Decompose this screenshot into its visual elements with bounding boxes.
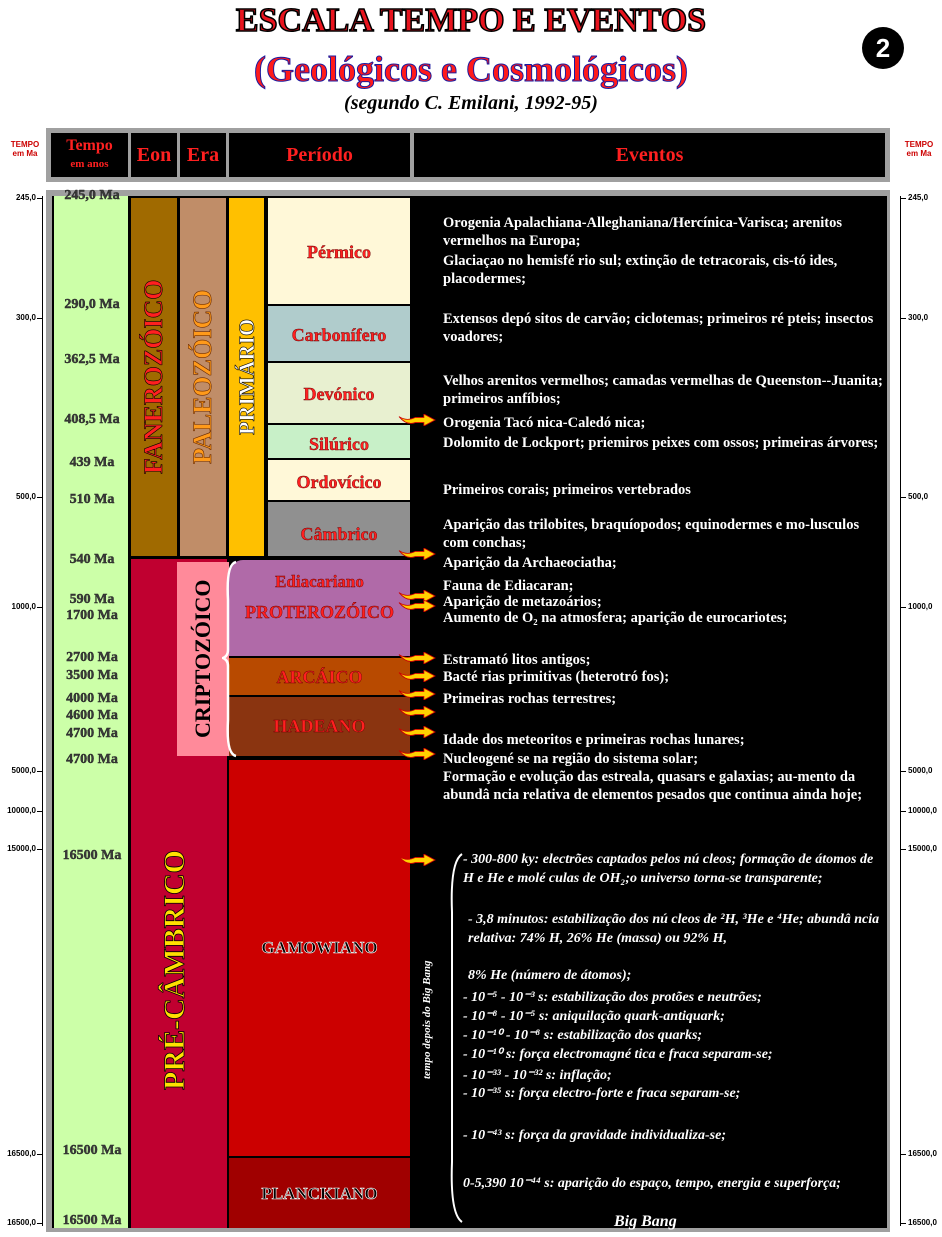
right-arrow-icon [395, 548, 439, 560]
scale-tick-label: 5000,0 [908, 766, 933, 775]
bigbang-bracket [448, 852, 464, 1224]
scale-tick [900, 1223, 906, 1224]
scale-tick [37, 811, 43, 812]
scale-tick [37, 771, 43, 772]
bigbang-event-text: - 10⁻⁴³ s: força da gravidade individualiza-se; [463, 1128, 726, 1143]
right-scale-label: TEMPO em Ma [904, 140, 934, 158]
scale-tick [900, 497, 906, 498]
header-eon: Eon [131, 133, 177, 177]
date-label: 3500 Ma [66, 668, 118, 683]
scale-tick [900, 198, 906, 199]
event-text: Extensos depó sitos de carvão; ciclotemas; primeiros ré pteis; insectos voadores; [443, 311, 874, 345]
date-label: 540 Ma [69, 552, 115, 567]
left-scale-axis [42, 196, 43, 1226]
header-tempo-label: Tempo [66, 137, 113, 154]
scale-tick-label: 500,0 [908, 492, 929, 501]
date-label: 4700 Ma [66, 752, 118, 767]
scale-tick-label: 5000,0 [11, 766, 36, 775]
page-number-badge: 2 [862, 27, 904, 69]
header-tempo [51, 133, 128, 177]
date-label: 16500 Ma [62, 1143, 122, 1158]
bigbang-label: Big Bang [614, 1213, 677, 1230]
dashed-divider [264, 198, 267, 556]
event-text: Aparição da Archaeociatha; [443, 555, 617, 571]
scale-tick [37, 198, 43, 199]
date-label: 510 Ma [69, 492, 115, 507]
scale-tick-label: 300,0 [15, 313, 36, 322]
bigbang-event-text: - 10⁻³⁵ s: força electro-forte e fraca separam-se; [463, 1086, 741, 1101]
date-label: 16500 Ma [62, 848, 122, 863]
period-gamowiano-label: GAMOWIANO [261, 938, 378, 957]
scale-tick [900, 1154, 906, 1155]
event-text: Aparição das trilobites, braquíopodos; equinodermes e mo-lusculos com conchas; [443, 517, 860, 551]
right-arrow-icon [395, 854, 439, 866]
date-label: 4600 Ma [66, 708, 118, 723]
period-hadeano-label: HADEANO [273, 716, 366, 736]
event-text: Orogenia Tacó nica-Caledó nica; [443, 415, 646, 431]
eon-precambrico-label: PRÉ-CÂMBRICO [158, 850, 191, 1090]
event-text: Dolomito de Lockport; priemiros peixes com ossos; primeiras árvores; [443, 435, 879, 451]
right-arrow-icon [395, 706, 439, 718]
period-planckiano-label: PLANCKIANO [261, 1184, 378, 1203]
header-periodo: Período [229, 133, 410, 177]
scale-tick [900, 318, 906, 319]
scale-tick [900, 849, 906, 850]
event-text: Estramató litos antigos; [443, 652, 591, 668]
scale-tick-label: 300,0 [908, 313, 929, 322]
header-eventos: Eventos [414, 133, 885, 177]
event-text: Nucleogené se na região do sistema solar; [443, 751, 699, 767]
bigbang-event-text: - 10⁻⁵ - 10⁻³ s: estabilização dos protões e neutrões; [463, 990, 762, 1005]
era-paleozoico-label: PALEOZÓICO [188, 289, 217, 465]
left-scale-label: TEMPO em Ma [10, 140, 40, 158]
scale-tick-label: 245,0 [908, 193, 929, 202]
period-cambrico-label: Câmbrico [300, 524, 378, 544]
brace-icon [222, 560, 238, 758]
eon-fanerozoico-label: FANEROZÓICO [139, 279, 168, 475]
main-title: ESCALA TEMPO E EVENTOS [235, 2, 707, 39]
period-proterozoico-label: PROTEROZÓICO [244, 602, 395, 622]
right-arrow-icon [395, 600, 439, 612]
right-arrow-icon [395, 748, 439, 760]
event-text: Primeiras rochas terrestres; [443, 691, 617, 707]
bigbang-event-text: - 10⁻¹⁰ s: força electromagné tica e fraca separam-se; [463, 1047, 773, 1062]
period-permico-label: Pérmico [307, 242, 371, 262]
bigbang-event-text: 8% He (número de átomos); [468, 968, 632, 983]
period-carbonifero-label: Carbonífero [291, 325, 387, 345]
scale-tick-label: 16500,0 [908, 1218, 937, 1227]
header-tempo-sub: em anos [70, 158, 109, 170]
header-era: Era [180, 133, 226, 177]
event-text: Primeiros corais; primeiros vertebrados [443, 482, 691, 498]
date-label: 362,5 Ma [64, 352, 120, 367]
event-text: Glaciaçao no hemisfé rio sul; extinção de tetracorais, cis-tó ides, placodermes; [443, 253, 838, 287]
right-arrow-icon [395, 414, 439, 426]
bigbang-vertical-label: tempo depois do Big Bang [421, 960, 433, 1080]
event-text: Idade dos meteoritos e primeiras rochas lunares; [443, 732, 745, 748]
date-label: 4000 Ma [66, 691, 118, 706]
right-arrow-icon [395, 652, 439, 664]
bigbang-event-text: - 10⁻⁸ - 10⁻⁵ s: aniquilação quark-antiquark; [463, 1009, 725, 1024]
scale-tick-label: 10000,0 [908, 806, 937, 815]
scale-tick-label: 15000,0 [908, 844, 937, 853]
right-arrow-icon [395, 670, 439, 682]
right-scale-axis [900, 196, 901, 1226]
bigbang-event-text: - 300-800 ky: electrões captados pelos nú cleos; formação de átomos de H e He e molé culas de OH₂;o universo torna-se transparente; [463, 852, 874, 886]
event-text: Fauna de Ediacaran; [443, 578, 574, 594]
scale-tick-label: 500,0 [15, 492, 36, 501]
scale-tick-label: 1000,0 [908, 602, 933, 611]
event-text: Bacté rias primitivas (heterotró fos); [443, 669, 670, 685]
period-silurico-label: Silúrico [308, 434, 369, 454]
scale-tick-label: 245,0 [15, 193, 36, 202]
event-text: Velhos arenitos vermelhos; camadas vermelhas de Queenston--Juanita; primeiros anfíbios; [443, 373, 883, 407]
date-label: 1700 Ma [66, 608, 118, 623]
scale-tick-label: 16500,0 [908, 1149, 937, 1158]
scale-tick-label: 16500,0 [7, 1218, 36, 1227]
date-label: 16500 Ma [62, 1213, 122, 1228]
period-gamowiano [229, 760, 410, 1156]
event-text: Aparição de metazoários; [443, 594, 602, 610]
scale-tick [900, 607, 906, 608]
scale-tick-label: 1000,0 [11, 602, 36, 611]
scale-tick-label: 16500,0 [7, 1149, 36, 1158]
subtitle: (Geológicos e Cosmológicos) [254, 49, 688, 89]
scale-tick [37, 318, 43, 319]
date-label: 4700 Ma [66, 726, 118, 741]
author-line: (segundo C. Emilani, 1992-95) [344, 92, 598, 114]
scale-tick [37, 849, 43, 850]
period-ediacariano-label: Ediacariano [275, 572, 364, 591]
scale-tick [900, 771, 906, 772]
right-arrow-icon [395, 726, 439, 738]
date-label: 408,5 Ma [64, 412, 120, 427]
date-label: 290,0 Ma [64, 297, 120, 312]
bigbang-event-text: - 3,8 minutos: estabilização dos nú cleos de ²H, ³He e ⁴He; abundâ ncia relativa: 74% H, 26% He (massa) ou 92% H, [468, 912, 880, 946]
event-text: Orogenia Apalachiana-Alleghaniana/Hercínica-Varisca; arenitos vermelhos na Europa; [443, 215, 843, 249]
event-text: Aumento de O₂ na atmosfera; aparição de eurocariotes; [443, 610, 788, 626]
date-label: 439 Ma [69, 455, 115, 470]
event-text: Formação e evolução das estreala, quasars e galaxias; au-mento da abundâ ncia relativa de elementos pesados que continua ainda hoje; [443, 769, 863, 803]
scale-tick [37, 1154, 43, 1155]
date-label: 245,0 Ma [64, 188, 120, 203]
scale-tick [37, 497, 43, 498]
primario-label: PRIMÁRIO [234, 318, 259, 436]
scale-tick [37, 1223, 43, 1224]
date-label: 2700 Ma [66, 650, 118, 665]
period-arcaico-label: ARCÁICO [276, 667, 363, 687]
period-ordovicico-label: Ordovícico [296, 472, 382, 492]
scale-tick-label: 10000,0 [7, 806, 36, 815]
bigbang-event-text: - 10⁻¹⁰ - 10⁻⁸ s: estabilização dos quarks; [463, 1028, 703, 1043]
era-criptozoico-label: CRIPTOZÓICO [190, 579, 215, 739]
bigbang-event-text: - 10⁻³³ - 10⁻³² s: inflação; [463, 1068, 612, 1083]
period-devonico-label: Devónico [303, 384, 375, 404]
scale-tick [900, 811, 906, 812]
bigbang-event-text: 0-5,390 10⁻⁴⁴ s: aparição do espaço, tempo, energia e superforça; [463, 1176, 841, 1191]
right-arrow-icon [395, 688, 439, 700]
scale-tick [37, 607, 43, 608]
date-label: 590 Ma [69, 592, 115, 607]
scale-tick-label: 15000,0 [7, 844, 36, 853]
